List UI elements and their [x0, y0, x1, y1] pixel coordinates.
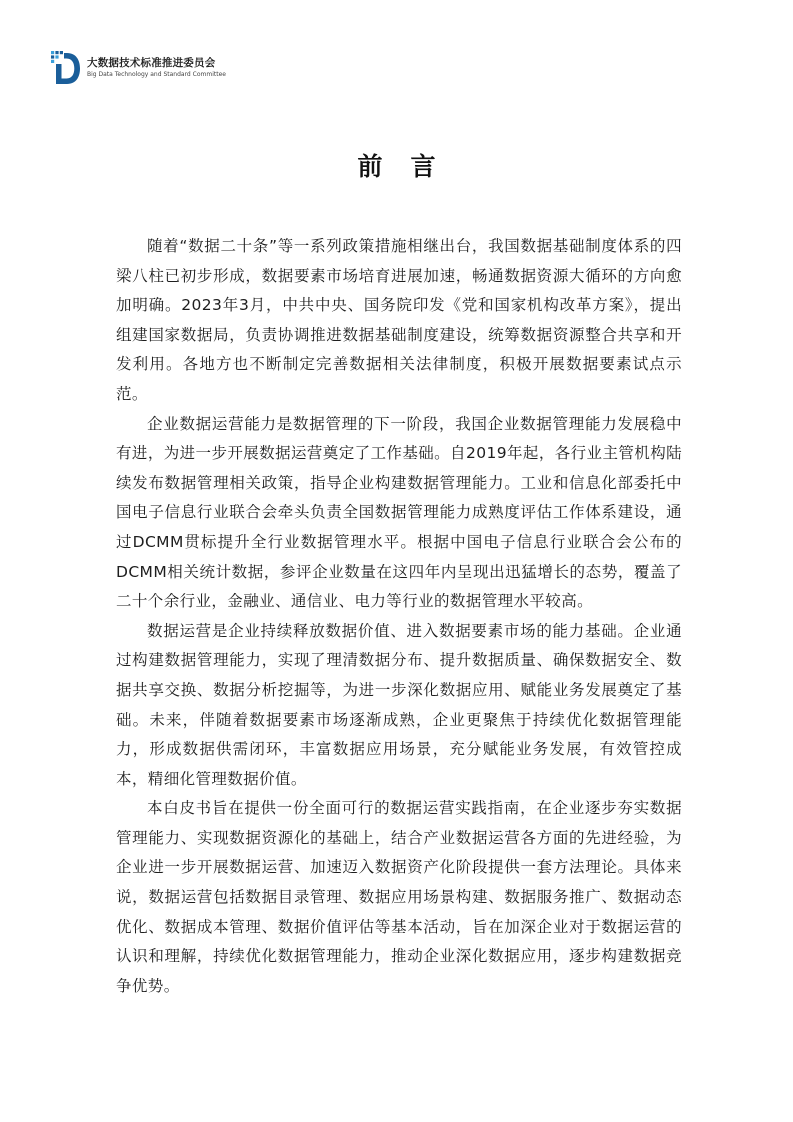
- big-data-d-logo-icon: [51, 51, 81, 85]
- paragraph-1: 随着“数据二十条”等一系列政策措施相继出台，我国数据基础制度体系的四梁八柱已初步形成，数据要素市场培育进展加速，畅通数据资源大循环的方向愈加明确。2023年3月，中共中央、国务院印发《党和国家机构改革方案》，提出组建国家数据局，负责协调推进数据基础制度建设，统筹数据资源整合共享和开发利用。各地方也不断制定完善数据相关法律制度，积极开展数据要素试点示范。: [116, 237, 682, 403]
- paragraph-4: 本白皮书旨在提供一份全面可行的数据运营实践指南，在企业逐步夯实数据管理能力、实现数据资源化的基础上，结合产业数据运营各方面的先进经验，为企业进一步开展数据运营、加速迈入数据资产化阶段提供一套方法理论。具体来说，数据运营包括数据目录管理、数据应用场景构建、数据服务推广、数据动态优化、数据成本管理、数据价值评估等基本活动，旨在加深企业对于数据运营的认识和理解，持续优化数据管理能力，推动企业深化数据应用，逐步构建数据竞争优势。: [116, 799, 682, 995]
- org-name-block: [87, 58, 226, 79]
- page-header: [51, 50, 226, 86]
- org-name-en: Big Data Technology and Standard Committee: [87, 71, 226, 79]
- paragraph-2: 企业数据运营能力是数据管理的下一阶段，我国企业数据管理能力发展稳中有进，为进一步开展数据运营奠定了工作基础。自2019年起，各行业主管机构陆续发布数据管理相关政策，指导企业构建数据管理能力。工业和信息化部委托中国电子信息行业联合会牵头负责全国数据管理能力成熟度评估工作体系建设，通过DCMM贯标提升全行业数据管理水平。根据中国电子信息行业联合会公布的DCMM相关统计数据，参评企业数量在这四年内呈现出迅猛增长的态势，覆盖了二十个余行业，金融业、通信业、电力等行业的数据管理水平较高。: [116, 414, 682, 611]
- page-title: 前言: [357, 152, 464, 181]
- org-name-cn: 大数据技术标准推进委员会: [87, 56, 216, 69]
- paragraph-3: 数据运营是企业持续释放数据价值、进入数据要素市场的能力基础。企业通过构建数据管理能力，实现了理清数据分布、提升数据质量、确保数据安全、数据共享交换、数据分析挖掘等，为进一步深化数据应用、赋能业务发展奠定了基础。未来，伴随着数据要素市场逐渐成熟，企业更聚焦于持续优化数据管理能力，形成数据供需闭环，丰富数据应用场景，充分赋能业务发展，有效管控成本，精细化管理数据价值。: [116, 621, 682, 788]
- preface-body: [116, 232, 682, 1001]
